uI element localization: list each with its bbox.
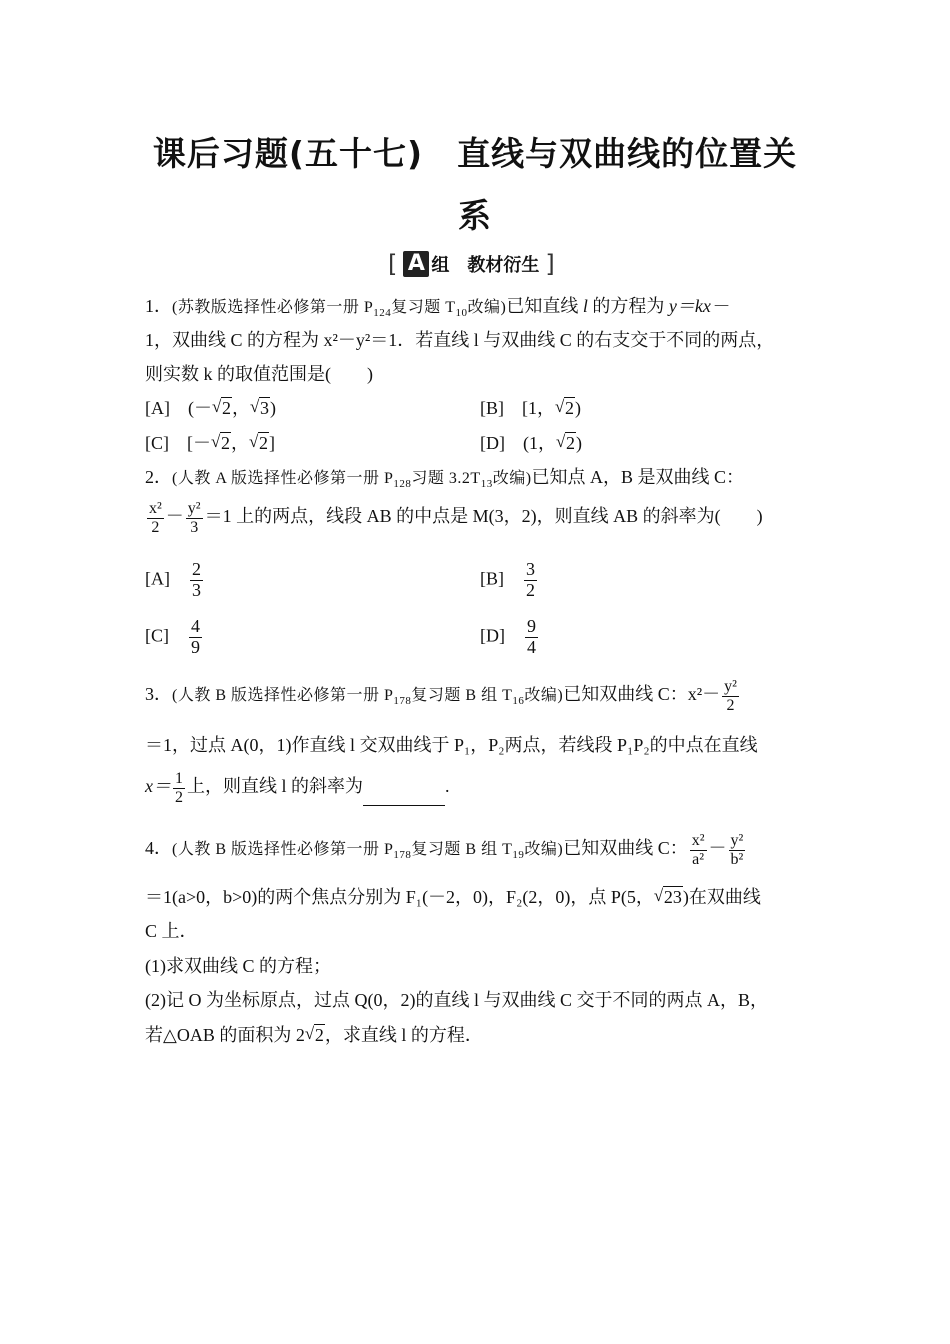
q1-line1: 1．(苏教版选择性必修第一册 $P_{124}$复习题 $T_{10}$改编)已知直线 l 的方程为 y＝kx－ (145, 296, 729, 320)
q4-part1: (1)求双曲线 C 的方程； (145, 956, 331, 976)
group-letter: A (403, 251, 429, 277)
q2-option-b: [B] $\frac{3}{2}$ (480, 559, 535, 600)
page-title-cont: 系 (458, 196, 492, 235)
q1-option-a: [A] (－√ 2，√ 3) (145, 394, 276, 422)
group-badge (388, 248, 555, 280)
q1-number: 1． (145, 296, 172, 316)
q1-option-d: [D] (1，√ 2) (480, 429, 582, 457)
q2-option-c: [C] $\frac{4}{9}$ (145, 616, 200, 657)
q2-fraction-y: $\frac{\text{y²}}{3}$ (187, 500, 201, 536)
q2-line2: $\frac{\text{x²}}{2}$ － $\frac{\text{y²}}{3}$ ＝1 上的两点，线段 AB 的中点是 M(3，2)，则直线 AB 的斜率为( ) (149, 500, 763, 536)
q2-fraction-x: $\frac{\text{x²}}{2}$ (149, 500, 162, 536)
q3-line2: ＝1，过点 A(0，1)作直线 l 交双曲线于 P₁，P₂两点，若线段 P₁P₂的中点在直线 (145, 735, 758, 755)
q2-source: (人教 A 版选择性必修第一册 $P_{128}$习题 $3.2T_{13}$改编) (172, 470, 532, 491)
q4-line2: ＝1(a>0，b>0)的两个焦点分别为 F₁(－2，0)，F₂(2，0)，点 P(5，√ 23)在双曲线 (145, 883, 810, 911)
q3-number: 3． (145, 684, 172, 705)
q3-source: (人教 B 版选择性必修第一册 $P_{178}$复习题 B 组 $T_{16}$改编) (172, 687, 564, 708)
q4-line3: C 上． (145, 921, 198, 941)
q4-source: (人教 B 版选择性必修第一册 $P_{178}$复习题 B 组 $T_{19}$改编) (172, 841, 564, 862)
page-title: 课后习题(五十七) 直线与双曲线的位置关 (152, 134, 798, 173)
q2-option-d: [D] $\frac{9}{4}$ (480, 616, 536, 657)
q2-option-a: [A] $\frac{2}{3}$ (145, 559, 201, 600)
q1-source: (苏教版选择性必修第一册 $P_{124}$复习题 $T_{10}$改编) (172, 299, 507, 320)
q2-number: 2． (145, 467, 172, 487)
q4-number: 4． (145, 838, 172, 859)
bracket-open: [ (388, 250, 398, 278)
q4-line1: 4．(人教 B 版选择性必修第一册 $P_{178}$复习题 B 组 $T_{19}$改编)已知双曲线 C： $\frac{\text{x²}}{\text{a²}}$ － $\frac{\text{y²}}{\text{b²}}$ (145, 832, 744, 868)
q1-option-c: [C] [－√ 2，√ 2] (145, 429, 275, 457)
bracket-close: ] (545, 250, 555, 278)
answer-blank[interactable] (363, 787, 445, 806)
q2-line1: 2．(人教 A 版选择性必修第一册 $P_{128}$习题 $3.2T_{13}$改编)已知点 A，B 是双曲线 C： (145, 467, 745, 491)
group-label: 组 教材衍生 (431, 255, 540, 276)
q1-option-b: [B] [1，√ 2) (480, 394, 581, 422)
q3-line3: x＝ $\frac{1}{2}$ 上，则直线 l 的斜率为 . (145, 770, 450, 806)
q4-part2-cont: 若△OAB 的面积为 2√ 2，求直线 l 的方程． (145, 1021, 810, 1049)
q3-line1: 3．(人教 B 版选择性必修第一册 $P_{178}$复习题 B 组 $T_{16}$改编)已知双曲线 C：x²－ $\frac{\text{y²}}{2}$ (145, 678, 737, 714)
q1-line2: 1，双曲线 C 的方程为 x²－y²＝1．若直线 l 与双曲线 C 的右支交于不同的两点， (145, 330, 775, 350)
q1-line3: 则实数 k 的取值范围是( ) (145, 364, 373, 384)
q4-part2: (2)记 O 为坐标原点，过点 Q(0，2)的直线 l 与双曲线 C 交于不同的两点 A，B， (145, 990, 768, 1010)
